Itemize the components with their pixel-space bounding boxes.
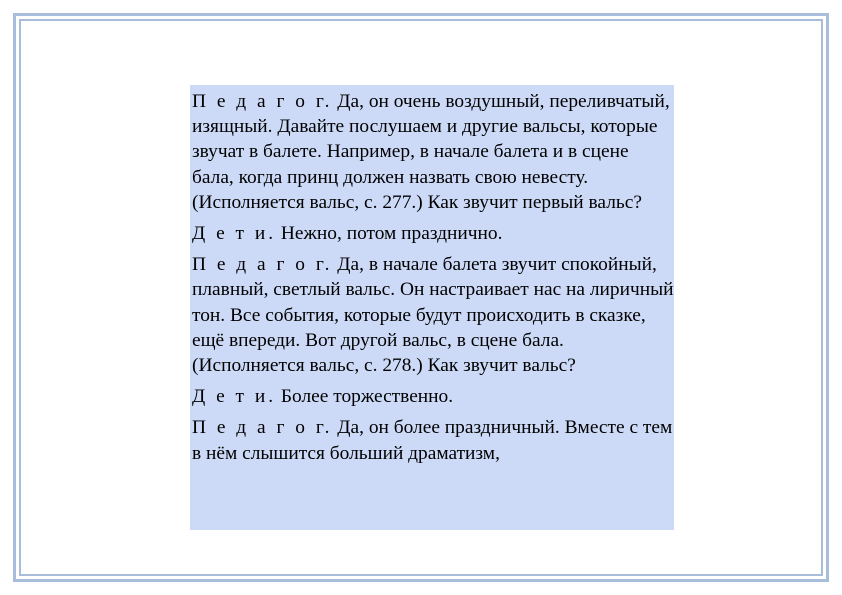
paragraph-text: Да, он более праздничный. Вместе с тем в нём слышится больший драматизм, <box>192 417 673 464</box>
paragraph-text: Да, он очень воздушный, переливчатый, изящный. Давайте послушаем и другие вальсы, которые звучат в балете. Например, в начале балета и в сцене бала, когда принц должен назвать свою невесту. (Исполняется вальс, с. 277.) Как звучит первый вальс? <box>192 91 670 213</box>
paragraph-children-1 <box>192 221 674 246</box>
speaker-label: Д е т и. <box>192 223 277 245</box>
paragraph-text: Да, в начале балета звучит спокойный, плавный, светлый вальс. Он настраивает нас на лиричный тон. Все события, которые будут происходить в сказке, ещё впереди. Вот другой вальс, в сцене бала. (Исполняется вальс, с. 278.) Как звучит вальс? <box>192 254 674 377</box>
speaker-label: П е д а г о г. <box>192 417 333 439</box>
paragraph-teacher-2 <box>192 252 674 378</box>
paragraph-text: Нежно, потом празднично. <box>276 223 503 245</box>
dialogue-text-box <box>190 85 674 530</box>
speaker-label: Д е т и. <box>192 386 277 408</box>
speaker-label: П е д а г о г. <box>192 254 333 276</box>
paragraph-teacher-1 <box>192 89 674 215</box>
paragraph-teacher-3 <box>192 415 674 465</box>
paragraph-text: Более торжественно. <box>276 386 454 408</box>
speaker-label: П е д а г о г. <box>192 91 333 112</box>
paragraph-children-2 <box>192 384 674 409</box>
